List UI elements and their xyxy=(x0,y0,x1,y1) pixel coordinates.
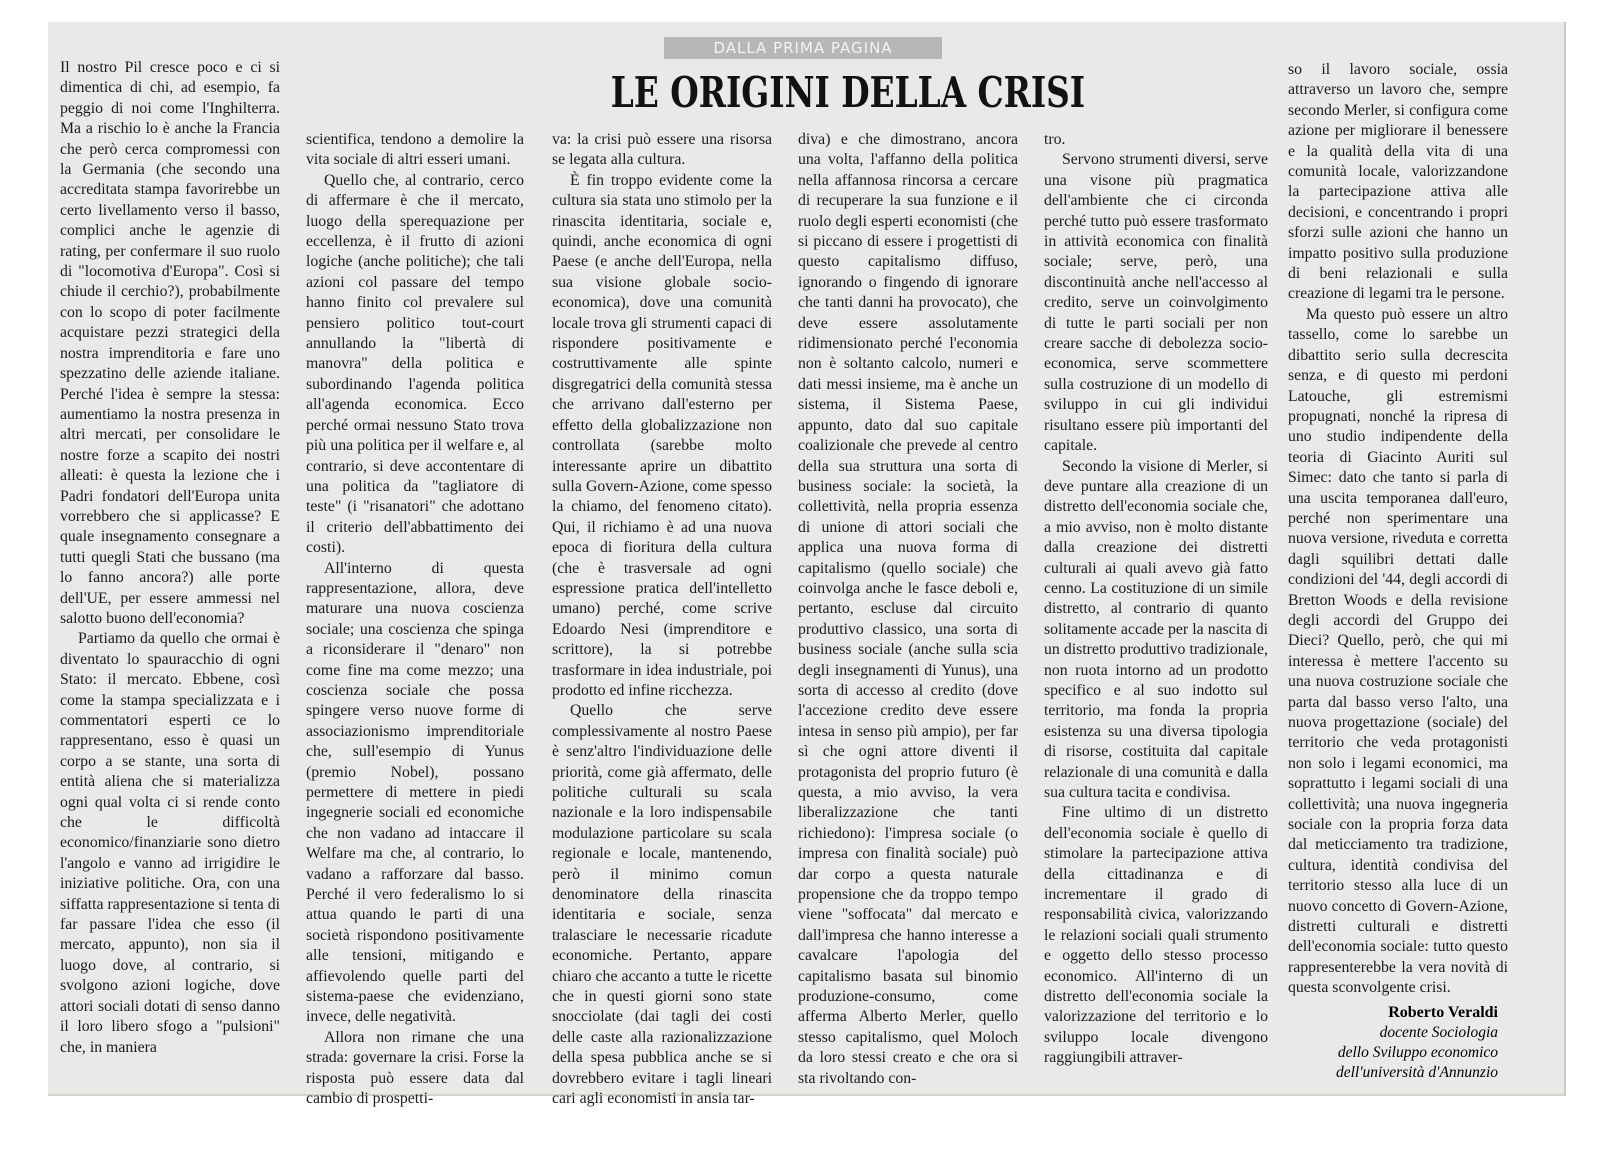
author-name: Roberto Veraldi xyxy=(1388,1004,1498,1021)
paragraph: Fine ultimo di un distretto dell'economia sociale è quello di stimolare la partecipazione attiva della cittadinanza e di incrementare il grado di responsabilità civica, valorizzando le relazioni sociali quali strumento e oggetto dello stesso processo economico. All'interno di un distretto dell'economia sociale la valorizzazione del territorio e lo sviluppo locale divengono raggiungibili attraver- xyxy=(1044,804,1268,1067)
article-column-6 xyxy=(1288,60,1508,1020)
paragraph: È fin troppo evidente come la cultura sia stata uno stimolo per la rinascita identitaria, sociale e, quindi, anche economica di ogni Paese (e anche dell'Europa, nella sua visione globale socio-economica), dove una comunità locale trova gli strumenti capaci di rispondere positivamente e costruttivamente alle spinte disgregatrici della comunità stessa che arrivano dall'esterno per effetto della globalizzazione non controllata (sarebbe molto interessante aprire un dibattito sulla Govern-Azione, come spesso la chiamo, del fenomeno citato). Qui, il richiamo è ad una nuova epoca di fioritura della cultura (che è trasversale ad ogni espressione pratica dell'intelletto umano) perché, come scrive Edoardo Nesi (imprenditore e scrittore), la si potrebbe trasformare in idea industriale, poi prodotto ed infine ricchezza. xyxy=(552,171,772,699)
author-signature xyxy=(1288,1002,1498,1083)
paragraph: Quello che serve complessivamente al nostro Paese è senz'altro l'individuazione delle priorità, come già affermato, delle politiche culturali su scala nazionale e la loro indispensabile modulazione particolare su scala regionale e locale, mantenendo, però il minimo comun denominatore della rinascita identitaria e sociale, senza tralasciare le necessarie ricadute economiche. Pertanto, appare chiaro che accanto a tutte le ricette che in questi giorni sono state snocciolate (dai tagli dei costi delle caste alla razionalizzazione della spesa pubblica anche se si dovrebbero evitare i tagli lineari cari agli economisti in ansia tar- xyxy=(552,702,772,1108)
article-column-2 xyxy=(306,130,524,1108)
article-column-5 xyxy=(1044,130,1268,1067)
paragraph: Ma questo può essere un altro tassello, come lo sarebbe un dibattito serio sulla decrescita senza, e di questo mi perdoni Latouche, gli estremismi propugnati, nonché la ripresa di uno studio indipendente della teoria di Giacinto Auriti sul Simec: dato che tanto si parla di una uscita temporanea dall'euro, perché non sperimentare una nuova versione, riveduta e corretta dagli squilibri dettati dalle condizioni del '44, degli accordi di Bretton Woods e della revisione degli accordi del Gruppo dei Dieci? Quello, però, che qui mi interessa è mettere l'accento su una nuova costruzione sociale che parta dal basso verso l'alto, una nuova progettazione (sociale) del territorio che veda protagonisti non solo i legami economici, ma soprattutto i legami sociali di una collettività; una nuova ingegneria sociale con la propria forza data dal meticciamento tra tradizione, cultura, identità condivisa del territorio stesso alla luce di un nuovo concetto di Govern-Azione, distretti culturali e distretti dell'economia sociale: tutto questo rappresenterebbe la vera novità di questa sconvolgente crisi. xyxy=(1288,305,1508,997)
author-role: docente Sociologia xyxy=(1379,1024,1498,1041)
paragraph: Partiamo da quello che ormai è diventato lo spauracchio di ogni Stato: il mercato. Ebbene, così come la stampa specializzata e i commentatori esperti ce lo rappresentano, esso è quasi un corpo a se stante, una sorta di entità aliena che si materializza ogni qual volta ci si rende conto che le difficoltà economico/finanziarie sono dietro l'angolo e vanno ad irrigidire le iniziative politiche. Ora, con una siffatta rappresentazione si tenta di far passare l'idea che esso (il mercato, appunto), non sia il luogo dove, al contrario, si svolgono azioni logiche, dove attori sociali dotati di senso danno il loro libero sfogo a "pulsioni" che, in maniera xyxy=(60,630,280,1056)
paragraph: Il nostro Pil cresce poco e ci si dimentica di chi, ad esempio, fa peggio di noi come l'Inghilterra. Ma a rischio lo è anche la Francia che però cerca compromessi con la Germania (che secondo una accreditata stampa favorirebbe un certo livellamento verso il basso, complici anche le agenzie di rating, per confermare il suo ruolo di "locomotiva d'Europa". Così si chiude il cerchio?), probabilmente con lo scopo di poter facilmente acquistare pezzi strategici della nostra imprenditoria e fare uno spezzatino delle aziende italiane. Perché l'idea è sempre la stessa: aumentiamo la nostra presenza in altri mercati, per consolidare le nostre forze a scapito dei nostri alleati: è questa la lezione che i Padri fondatori dell'Europa unita vorrebbero che si applicasse? E quale insegnamento consegnare a tutti quegli Stati che bussano (ma lo fanno ancora?) alle porte dell'UE, per essere ammessi nel salotto buono dell'economia? xyxy=(60,59,280,627)
section-kicker: DALLA PRIMA PAGINA xyxy=(664,37,942,59)
author-role: dello Sviluppo economico xyxy=(1337,1044,1498,1061)
paragraph: tro. xyxy=(1044,131,1066,148)
paragraph: diva) e che dimostrano, ancora una volta, l'affanno della politica nella affannosa rincorsa a cercare di recuperare la sua funzione e il ruolo degli esperti economisti (che si piccano di essere i progettisti di questo capitalismo diffuso, ignorando o fingendo di ignorare che tanti danni ha provocato), che deve essere assolutamente ridimensionato perché l'economia non è soltanto calcolo, numeri e dati messi insieme, ma è anche un sistema, il Sistema Paese, appunto, dato dal suo capitale coalizionale che prevede al centro della sua struttura una sorta di business sociale: la società, la collettività, nella propria essenza di unione di attori sociali che applica una nuova forma di capitalismo (quello sociale) che coinvolga anche le fasce deboli e, pertanto, escluse dal circuito produttivo classico, una sorta di business sociale (anche sulla scia degli insegnamenti di Yunus), una sorta di accesso al credito (dove l'accezione credito deve essere intesa in senso più ampio), per far sì che ogni attore diventi il protagonista del proprio futuro (è questa, a mio avviso, la vera liberalizzazione che tanti richiedono): l'impresa sociale (o impresa con finalità sociale) può dar corpo a questa naturale propensione che da troppo tempo viene "soffocata" dal mercato e dall'impresa che hanno interesse a cavalcare l'apologia del capitalismo basata sul binomio produzione-consumo, come afferma Alberto Merler, quello stesso capitalismo, quel Moloch da loro stessi creato e che ora si sta rivoltando con- xyxy=(798,131,1018,1087)
article-column-4 xyxy=(798,130,1018,1087)
paragraph: scientifica, tendono a demolire la vita sociale di altri esseri umani. xyxy=(306,131,524,169)
article-column-1 xyxy=(60,58,280,1058)
paragraph: Servono strumenti diversi, serve una visone più pragmatica dell'ambiente che ci circonda perché tutto può essere trasformato in attività economica con finalità sociale; serve, però, una discontinuità anche nell'accesso al credito, serve un coinvolgimento di tutte le parti sociali per non creare sacche di debolezza socio-economica, serve scommettere sulla costruzione di un modello di sviluppo in cui gli individui risultano essere più importanti del capitale. xyxy=(1044,151,1268,455)
paragraph: Quello che, al contrario, cerco di affermare è che il mercato, luogo della sperequazione per eccellenza, è il frutto di azioni logiche (anche politiche); che tali azioni col passare del tempo hanno finito col prevalere sul pensiero politico tout-court annullando la "libertà di manovra" della politica e subordinando l'agenda politica all'agenda economica. Ecco perché ormai nessuno Stato trova più una politica per il welfare e, al contrario, si deve accontentare di una politica da "tagliatore di teste" (i "risanatori" che adottano il criterio dell'abbattimento dei costi). xyxy=(306,171,524,557)
paragraph: so il lavoro sociale, ossia attraverso un lavoro che, sempre secondo Merler, si configura come azione per migliorare il benessere e la qualità della vita di una comunità locale, valorizzandone la partecipazione attiva alle decisioni, e concentrando i propri sforzi sulle azioni che hanno un impatto positivo sulla produzione di beni relazionali e sulla creazione di legami tra le persone. xyxy=(1288,61,1508,303)
paragraph: Allora non rimane che una strada: governare la crisi. Forse la risposta può essere data dal cambio di prospetti- xyxy=(306,1028,524,1108)
paragraph: va: la crisi può essere una risorsa se legata alla cultura. xyxy=(552,131,772,169)
paragraph: Secondo la visione di Merler, si deve puntare alla creazione di un distretto dell'economia sociale che, a mio avviso, non è molto distante dalla creazione dei distretti culturali ai quali avevo già fatto cenno. La costituzione di un simile distretto, al contrario di quanto solitamente accade per la nascita di un distretto produttivo tradizionale, non ruota intorno ad un prodotto specifico e al suo indotto sul territorio, ma fonda la propria esistenza su una diversa tipologia di risorse, costituita dal capitale relazionale di una comunità e dalla sua cultura tacita e condivisa. xyxy=(1044,457,1268,801)
article-column-3 xyxy=(552,130,772,1108)
paragraph: All'interno di questa rappresentazione, allora, deve maturare una nuova coscienza sociale; una coscienza che spinga a riconsiderare il "denaro" non come fine ma come mezzo; una coscienza sociale che possa spingere verso nuove forme di associazionismo imprenditoriale che, sull'esempio di Yunus (premio Nobel), possano permettere di mettere in piedi ingegnerie sociali ed economiche che non vadano ad intaccare il Welfare ma che, al contrario, lo vadano a rafforzare dal basso. Perché il vero federalismo lo si attua quando le parti di una società rispondono positivamente alle tensioni, mitigando e affievolendo quelle parti del sistema-paese che evidenziano, invece, delle negatività. xyxy=(306,559,524,1026)
author-role: dell'università d'Annunzio xyxy=(1335,1064,1498,1081)
article-headline: LE ORIGINI DELLA CRISI xyxy=(610,68,1086,117)
